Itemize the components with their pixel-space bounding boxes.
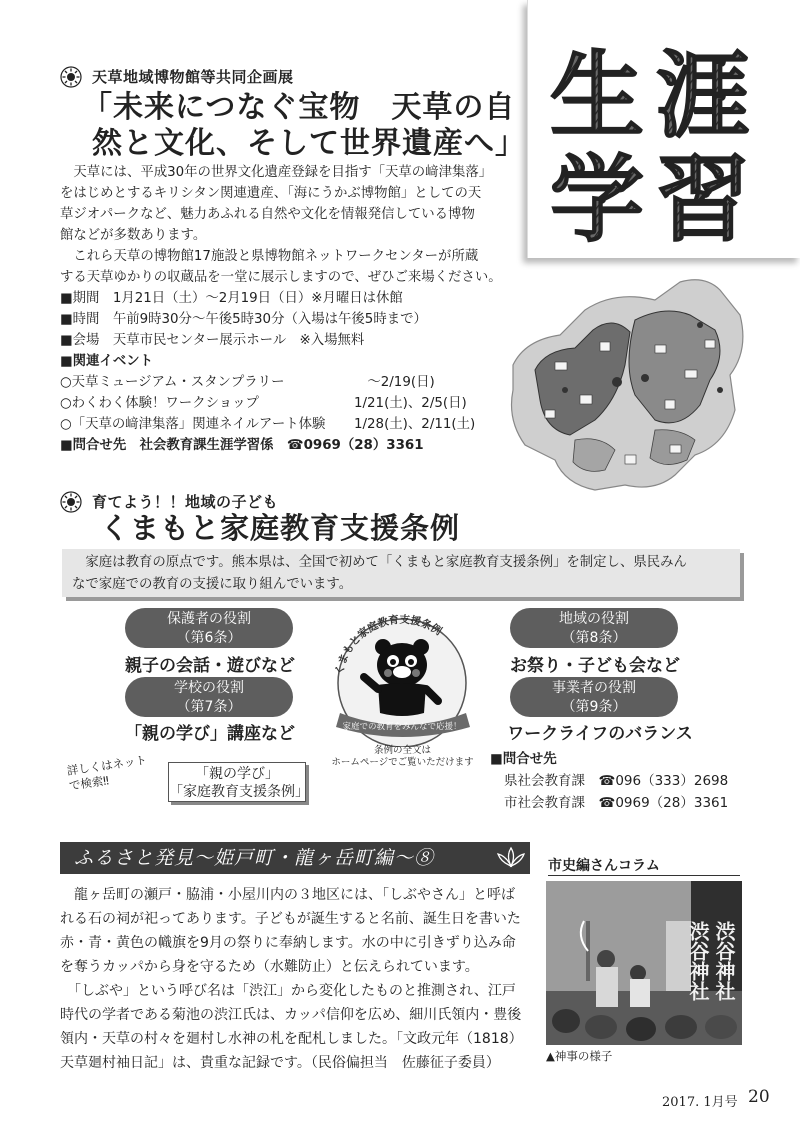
event-list (60, 372, 520, 436)
ordinance-contact-line: 市社会教育課 ☎0969（28）3361 (504, 795, 729, 811)
event-item (60, 372, 520, 393)
search-note-line: 詳しくはネット (66, 752, 148, 778)
ordinance-intro-box (62, 549, 740, 597)
column-body-line: 赤・青・黄色の幟旗を9月の祭りに奉納します。水の中に引きずり込み命 (60, 935, 516, 951)
column-body-line: れる石の祠が祀ってあります。子どもが誕生すると名前、誕生日を書いた (60, 911, 521, 927)
role-text-business: ワークライフのバランス (507, 724, 693, 744)
ordinance-emblem (320, 605, 485, 747)
role-pill-community (510, 608, 678, 648)
search-term: 「家庭教育支援条例」 (169, 784, 309, 800)
exhibit-title-line1: 「未来につなぐ宝物 天草の自 (82, 90, 516, 125)
emblem-ribbon-text: 家庭での教育をみんなで応援！ (342, 722, 462, 732)
events-heading: ■関連イベント (60, 354, 153, 369)
header-char-4: 習 (656, 146, 751, 255)
column-tag: 市史編さんコラム (548, 858, 660, 874)
role-pill-title: 事業者の役割 (552, 680, 636, 696)
role-pill-title: 学校の役割 (174, 680, 244, 696)
role-pill-title: 保護者の役割 (167, 611, 251, 627)
event-date: ～2/19(日) (354, 375, 435, 390)
exhibit-period: ■期間 1月21日（土）～2月19日（日）※月曜日は休館 (60, 291, 403, 306)
column-body-line: 龍ヶ岳町の瀬戸・脇浦・小屋川内の３地区には、「しぶやさん」と呼ば (60, 887, 515, 903)
exhibit-title-line2: 然と文化、そして世界遺産へ」 (92, 126, 526, 161)
page-number: 20 (748, 1087, 770, 1107)
amakusa-map (505, 270, 750, 498)
role-pill-article: （第9条） (561, 699, 627, 715)
column-body-line: 天草廻村袖日記」は、貴重な記録です。（民俗偏担当 佐藤征子委員） (60, 1055, 500, 1071)
role-pill-title: 地域の役割 (559, 611, 629, 627)
event-item (60, 414, 520, 435)
ordinance-intro-line: なで家庭での教育の支援に取り組んでいます。 (72, 577, 353, 592)
event-name: ○「天草の﨑津集落」関連ネイルアート体験 (60, 417, 326, 432)
role-pill-guardian (125, 608, 293, 648)
ordinance-contact-heading: ■問合せ先 (490, 751, 557, 767)
role-pill-business (510, 677, 678, 717)
exhibit-body-line: 天草には、平成30年の世界文化遺産登録を目指す「天草の﨑津集落」 (60, 165, 493, 180)
search-term-box (168, 762, 309, 802)
ordinance-contact-line: 県社会教育課 ☎096（333）2698 (504, 773, 729, 789)
exhibit-info (60, 288, 520, 372)
exhibit-body (60, 162, 520, 288)
role-pill-school (125, 677, 293, 717)
emblem-top-text: くまもと家庭教育支援条例 (333, 613, 444, 677)
exhibit-hours: ■時間 午前9時30分～午後5時30分（入場は午後5時まで） (60, 312, 427, 327)
exhibit-eyebrow: 天草地域博物館等共同企画展 (92, 68, 294, 86)
event-name: ○天草ミュージアム・スタンプラリー (60, 375, 285, 390)
exhibit-body-line: する天草ゆかりの収蔵品を一堂に展示しますので、ぜひご来場ください。 (60, 270, 502, 285)
column-body-line: を奪うカッパから身を守るため（水難防止）と伝えられています。 (60, 959, 479, 975)
ordinance-contact (490, 748, 728, 814)
role-text-community: お祭り・子ども会など (510, 656, 680, 676)
column-body (60, 883, 538, 1075)
emblem-caption-line: ホームページでご覧いただけます (331, 757, 474, 768)
header-char-3: 学 (550, 146, 645, 255)
role-pill-article: （第6条） (176, 630, 242, 646)
ordinance-title: くまもと家庭教育支援条例 (100, 511, 461, 545)
column-body-line: 「しぶや」という呼び名は「渋江」から変化したものと推測され、江戸 (60, 983, 516, 999)
header-title-art (528, 0, 800, 258)
role-text-school: 「親の学び」講座など (125, 724, 295, 744)
event-date: 1/21(土)、2/5(日) (354, 396, 467, 411)
exhibit-venue: ■会場 天草市民センター展示ホール ※入場無料 (60, 333, 365, 348)
sun-icon (60, 491, 82, 513)
column-body-line: 領内・天草の村々を廻村し水神の札を配札しました。「文政元年（1818） (60, 1031, 523, 1047)
column-tag-underline (548, 875, 740, 876)
ordinance-eyebrow: 育てよう！！地域の子ども (92, 493, 279, 511)
event-date: 1/28(土)、2/11(土) (354, 417, 476, 432)
event-name: ○わくわく体験！ワークショップ (60, 396, 259, 411)
exhibit-body-line: をはじめとするキリシタン関連遺産、「海にうかぶ博物館」としての天 (60, 186, 482, 201)
role-pill-article: （第7条） (176, 699, 242, 715)
photo-caption: ▲神事の様子 (546, 1049, 613, 1063)
lotus-icon (496, 846, 526, 870)
shrine-ritual-photo (546, 881, 742, 1045)
search-note-line: で検索‼ (68, 773, 110, 793)
role-pill-article: （第8条） (561, 630, 627, 646)
footer-issue: 2017. 1月号 (662, 1095, 738, 1110)
header-block (527, 0, 800, 258)
event-item (60, 393, 520, 414)
exhibit-contact: ■問合せ先 社会教育課生涯学習係 ☎0969（28）3361 (60, 438, 424, 453)
exhibit-body-line: 草ジオパークなど、魅力あふれる自然や文化を情報発信している博物 (60, 207, 475, 222)
emblem-caption-line: 条例の全文は (373, 745, 431, 756)
photo-sign-text: 渋谷神社 (712, 921, 736, 1001)
column-body-line: 時代の学者である菊池の渋江氏は、カッパ信仰を広め、細川氏領内・豊後 (60, 1007, 522, 1023)
sun-icon (60, 66, 82, 88)
header-char-2: 涯 (656, 42, 751, 151)
search-note (66, 753, 150, 794)
exhibit-body-line: 館などが多数あります。 (60, 228, 207, 243)
header-char-1: 生 (550, 42, 645, 151)
photo-sign-text: 渋谷神社 (686, 921, 710, 1001)
role-text-guardian: 親子の会話・遊びなど (125, 656, 295, 676)
column-banner-text: ふるさと発見～姫戸町・龍ヶ岳町編～⑧ (74, 847, 435, 869)
exhibit-body-line: これら天草の博物館17施設と県博物館ネットワークセンターが所蔵 (60, 249, 479, 264)
search-term: 「親の学び」 (195, 766, 279, 782)
emblem-caption (320, 745, 485, 769)
ordinance-intro-line: 家庭は教育の原点です。熊本県は、全国で初めて「くまもと家庭教育支援条例」を制定し、県民みん (72, 555, 687, 570)
